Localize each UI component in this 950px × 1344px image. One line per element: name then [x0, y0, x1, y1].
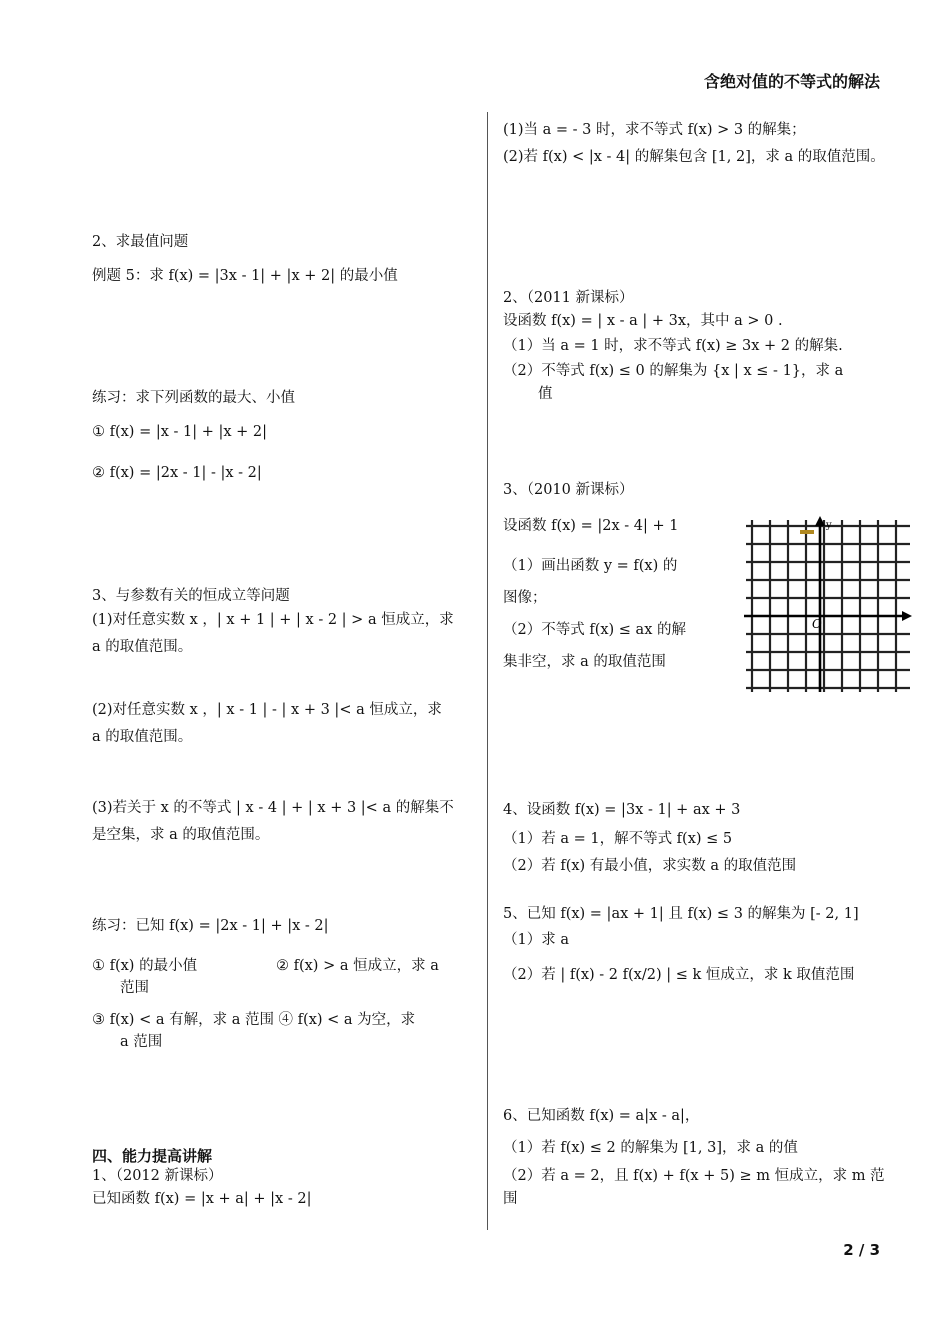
r3-part-1: （1）画出函数 y = f(x) 的: [503, 558, 678, 574]
page-number: 2 / 3: [843, 1241, 880, 1259]
y-axis-label: y: [826, 520, 832, 531]
r2-title: 2、（2011 新课标）: [503, 290, 634, 306]
r6-part-2-cont: 围: [503, 1191, 518, 1207]
practice-2-item-2: ② f(x) > a 恒成立，求 a: [276, 958, 439, 974]
section-4-question-1-function: 已知函数 f(x) = |x + a| + |x - 2|: [92, 1191, 312, 1207]
x-axis-arrow: [902, 611, 912, 621]
r2-function: 设函数 f(x) = | x - a | + 3x，其中 a > 0 .: [503, 313, 783, 329]
r1-part-1: (1)当 a = - 3 时，求不等式 f(x) > 3 的解集；: [503, 122, 806, 138]
r3-part-1-cont: 图像；: [503, 590, 547, 606]
r3-function: 设函数 f(x) = |2x - 4| + 1: [503, 518, 679, 534]
r2-part-1: （1）当 a = 1 时，求不等式 f(x) ≥ 3x + 2 的解集.: [503, 338, 843, 354]
practice-2-item-3-cont: a 范围: [120, 1034, 163, 1050]
yellow-mark: [800, 530, 814, 534]
practice-2-item-3: ③ f(x) < a 有解，求 a 范围 ④ f(x) < a 为空，求: [92, 1012, 416, 1028]
r1-part-2: (2)若 f(x) < |x - 4| 的解集包含 [1, 2]，求 a 的取值范围。: [503, 149, 885, 165]
origin-label: O: [812, 617, 822, 631]
practice-1-title: 练习：求下列函数的最大、小值: [92, 390, 295, 406]
page-title: 含绝对值的不等式的解法: [703, 72, 880, 91]
r3-part-2: （2）不等式 f(x) ≤ ax 的解: [503, 622, 686, 638]
r6-function: 6、已知函数 f(x) = a|x - a|，: [503, 1108, 700, 1124]
section-4-question-1: 1、（2012 新课标）: [92, 1168, 223, 1184]
section-3-title: 3、与参数有关的恒成立等问题: [92, 588, 290, 604]
question-2-line-2: a 的取值范围。: [92, 729, 193, 745]
practice-1-item-1: ① f(x) = |x - 1| + |x + 2|: [92, 424, 268, 440]
coordinate-grid-figure: [744, 516, 912, 694]
section-2-title: 2、求最值问题: [92, 234, 189, 250]
r4-part-1: （1）若 a = 1，解不等式 f(x) ≤ 5: [503, 831, 733, 847]
question-3-line-2: 是空集，求 a 的取值范围。: [92, 827, 270, 843]
column-divider: [487, 112, 488, 1230]
question-2-line-1: (2)对任意实数 x ，| x - 1 | - | x + 3 |< a 恒成立，求: [92, 702, 442, 718]
r4-part-2: （2）若 f(x) 有最小值，求实数 a 的取值范围: [503, 858, 797, 874]
r3-part-2-cont: 集非空，求 a 的取值范围: [503, 654, 666, 670]
r5-part-2: （2）若 | f(x) - 2 f(x/2) | ≤ k 恒成立，求 k 取值范围: [503, 967, 855, 983]
r5-part-1: （1）求 a: [503, 932, 569, 948]
question-1-line-2: a 的取值范围。: [92, 639, 193, 655]
r6-part-2: （2）若 a = 2，且 f(x) + f(x + 5) ≥ m 恒成立，求 m 范: [503, 1168, 885, 1184]
practice-2-item-1: ① f(x) 的最小值: [92, 958, 198, 974]
r4-function: 4、设函数 f(x) = |3x - 1| + ax + 3: [503, 802, 741, 818]
question-3-line-1: (3)若关于 x 的不等式 | x - 4 | + | x + 3 |< a 的解集不: [92, 800, 454, 816]
section-4-title: 四、能力提高讲解: [92, 1147, 213, 1165]
example-5: 例题 5：求 f(x) = |3x - 1| + |x + 2| 的最小值: [92, 268, 398, 284]
practice-1-item-2: ② f(x) = |2x - 1| - |x - 2|: [92, 465, 262, 481]
r5-function: 5、已知 f(x) = |ax + 1| 且 f(x) ≤ 3 的解集为 [- 2, 1]: [503, 906, 859, 922]
r6-part-1: （1）若 f(x) ≤ 2 的解集为 [1, 3]，求 a 的值: [503, 1140, 798, 1156]
question-1-line-1: (1)对任意实数 x ，| x + 1 | + | x - 2 | > a 恒成立，求: [92, 612, 454, 628]
practice-2-title: 练习：已知 f(x) = |2x - 1| + |x - 2|: [92, 918, 329, 934]
practice-2-item-2-cont: 范围: [120, 980, 149, 996]
r3-title: 3、（2010 新课标）: [503, 482, 634, 498]
r2-part-2-cont: 值: [538, 386, 553, 402]
r2-part-2: （2）不等式 f(x) ≤ 0 的解集为 {x | x ≤ - 1}，求 a: [503, 363, 844, 379]
